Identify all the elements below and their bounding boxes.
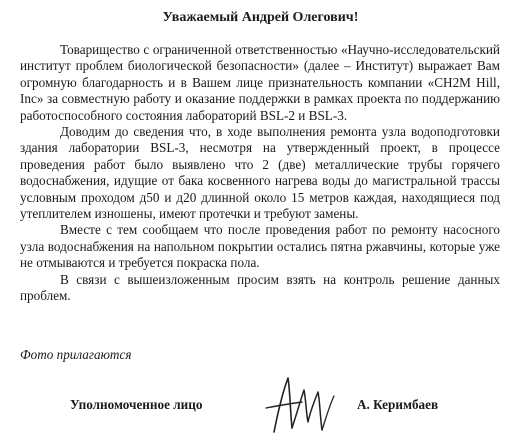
letter-greeting: Уважаемый Андрей Олегович! [162,10,359,25]
letter-body [20,42,500,305]
signatory-title: Уполномоченное лицо [70,397,203,412]
signature-block [0,397,521,427]
letter-paragraph: Товарищество с ограниченной ответственностью «Научно-исследовательский институт проблем биологической безопасности» (далее – Институт) выражает Вам огромную благодарность и в Вашем лице признательность компании «CH2M Hill, Inc» за совместную работу и оказание поддержки в рамках проекта по поддержанию работоспособного состояния лабораторий BSL-2 и BSL-3. [20,42,500,123]
signatory-name: А. Керимбаев [357,397,439,412]
attachment-note: Фото прилагаются [20,347,132,362]
handwritten-signature-icon [262,372,342,438]
letter-paragraph: Доводим до сведения что, в ходе выполнения ремонта узла водоподготовки здания лаборатории BSL-3, несмотря на утвержденный проект, в процессе проведения работ было выявлено что 2 (две) металлические трубы горячего водоснабжения, идущие от бака косвенного нагрева воды до магистральной трассы условным проходом д50 и д20 длинной около 15 метров каждая, находящиеся под утеплителем изношены, имеют протечки и требуют замены. [20,124,500,222]
letter-paragraph: В связи с вышеизложенным просим взять на контроль решение данных проблем. [20,271,500,304]
letter-paragraph: Вместе с тем сообщаем что после проведения работ по ремонту насосного узла водоснабжения на напольном покрытии остались пятна ржавчины, которые уже не отмываются и требуется покраска пола. [20,222,500,271]
